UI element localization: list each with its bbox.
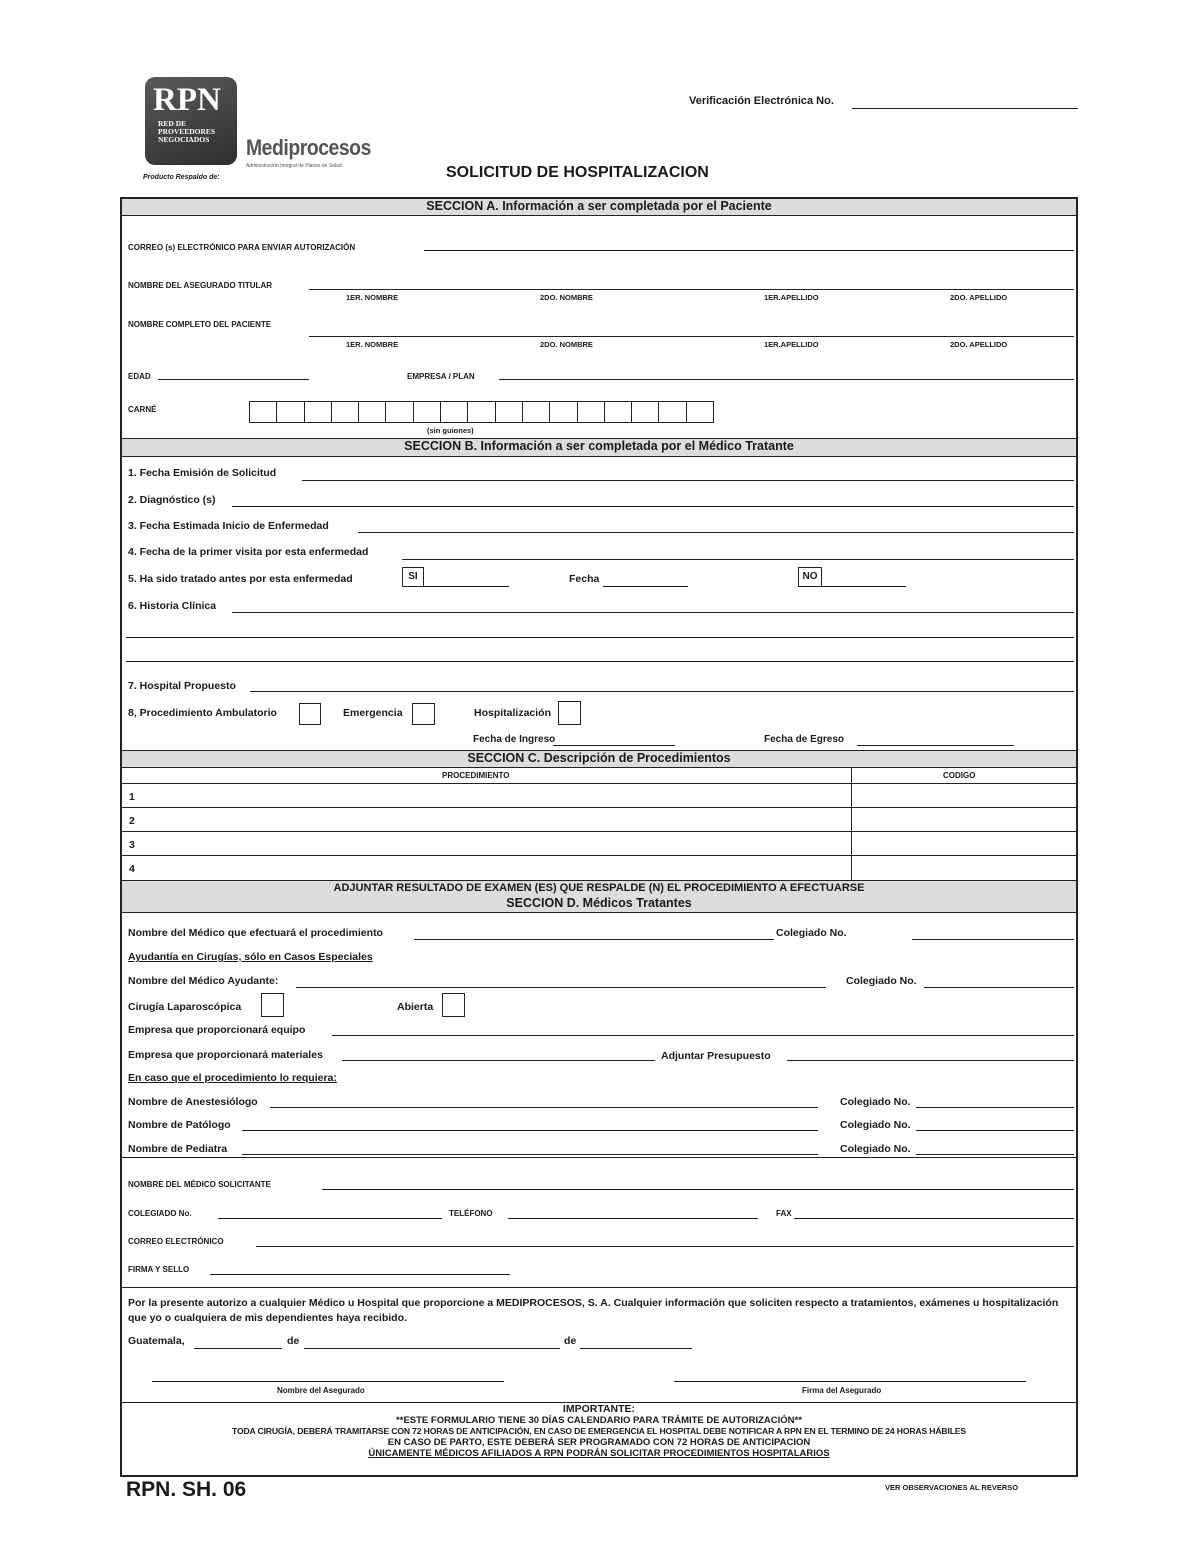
col-divider	[851, 768, 852, 881]
q5-yes-checkbox[interactable]	[402, 567, 424, 587]
patho-colegiado-label: Colegiado No.	[840, 1119, 911, 1131]
pedia-colegiado-label: Colegiado No.	[840, 1143, 911, 1155]
insured-part-4: 2DO. APELLIDO	[950, 293, 1008, 302]
year-input[interactable]	[580, 1348, 692, 1349]
anesth-label: Nombre de Anestesiólogo	[128, 1096, 258, 1108]
section-a-header	[122, 199, 1076, 216]
card-hint: (sin guiones)	[427, 426, 474, 435]
proc-row-2-line	[122, 831, 1076, 832]
proc-row-2[interactable]: 2	[129, 815, 135, 827]
important-title: IMPORTANTE:	[562, 1403, 636, 1415]
card-digit-box[interactable]	[658, 402, 685, 422]
section-c-title: SECCION C. Descripción de Procedimientos	[467, 751, 731, 765]
q6-input-2[interactable]	[126, 637, 1074, 638]
card-digit-box[interactable]	[577, 402, 604, 422]
req-fax-input[interactable]	[794, 1218, 1074, 1219]
rpn-logo-tagline: Producto Respaldo de:	[143, 174, 220, 181]
proc-row-3-line	[122, 855, 1076, 856]
q5-no-label: NO	[802, 571, 818, 582]
patient-part-4: 2DO. APELLIDO	[950, 340, 1008, 349]
q1-input[interactable]	[302, 480, 1074, 481]
insured-sign-line[interactable]	[674, 1381, 1026, 1382]
doctor-input[interactable]	[414, 939, 774, 940]
req-email-input[interactable]	[256, 1246, 1074, 1247]
req-colegiado-input[interactable]	[218, 1218, 442, 1219]
patient-input[interactable]	[309, 336, 1074, 337]
reverse-note: VER OBSERVACIONES AL REVERSO	[885, 1483, 1019, 1492]
important-block	[122, 1404, 1076, 1459]
insured-input[interactable]	[309, 289, 1074, 290]
mediprocesos-logo-tagline: Administración Integral de Planes de Salud	[246, 163, 342, 169]
assist-heading: Ayudantía en Cirugías, sólo en Casos Especiales	[128, 951, 373, 963]
col-procedure: PROCEDIMIENTO	[442, 771, 510, 780]
card-digit-box[interactable]	[304, 402, 331, 422]
ambulatory-checkbox[interactable]	[299, 703, 321, 725]
authorization-divider	[122, 1287, 1076, 1288]
city-label: Guatemala,	[128, 1335, 185, 1347]
req-phone-input[interactable]	[508, 1218, 758, 1219]
patient-part-2: 2DO. NOMBRE	[540, 340, 593, 349]
of1-label: de	[287, 1335, 300, 1347]
q6-input-1[interactable]	[232, 612, 1074, 613]
card-digit-box[interactable]	[358, 402, 385, 422]
insured-part-3: 1ER.APELLIDO	[764, 293, 819, 302]
email-label: CORREO (s) ELECTRÓNICO PARA ENVIAR AUTORIZACIÓN	[128, 243, 356, 252]
lap-checkbox[interactable]	[261, 993, 284, 1017]
hospitalization-checkbox[interactable]	[558, 701, 581, 725]
card-digit-box[interactable]	[522, 402, 549, 422]
card-digit-box[interactable]	[440, 402, 467, 422]
card-label: CARNÉ	[128, 405, 157, 414]
req-phone-label: TELÉFONO	[449, 1209, 493, 1218]
discharge-date-label: Fecha de Egreso	[764, 734, 845, 745]
q8-label: 8, Procedimiento Ambulatorio	[128, 707, 277, 719]
rpn-logo-title: RPN	[153, 82, 221, 118]
anesth-colegiado-input[interactable]	[916, 1107, 1074, 1108]
q1-label: 1. Fecha Emisión de Solicitud	[128, 467, 277, 479]
q7-label: 7. Hospital Propuesto	[128, 680, 236, 692]
proc-row-1-line	[122, 807, 1076, 808]
proc-row-1[interactable]: 1	[129, 791, 135, 803]
q5-no-line	[822, 586, 906, 587]
age-input[interactable]	[158, 379, 309, 380]
card-number-boxes[interactable]	[249, 401, 714, 423]
q5-yes-label: SI	[408, 571, 418, 582]
verification-label: Verificación Electrónica No.	[689, 95, 834, 107]
rpn-logo-line2: PROVEEDORES	[158, 127, 216, 136]
form-code: RPN. SH. 06	[126, 1478, 247, 1501]
q2-label: 2. Diagnóstico (s)	[128, 494, 216, 506]
authorization-text: Por la presente autorizo a cualquier Médico u Hospital que proporcione a MEDIPROCESOS, S. A. Cualquier información que soliciten respecto a tratamientos, exámenes u hospitalización que yo o cualquiera de mis dependientes haya recibido.	[128, 1297, 1059, 1324]
q4-input[interactable]	[402, 559, 1074, 560]
admission-date-input[interactable]	[553, 745, 675, 746]
month-input[interactable]	[304, 1348, 560, 1349]
section-d-header	[122, 896, 1076, 913]
q3-input[interactable]	[358, 532, 1074, 533]
section-d-title: SECCION D. Médicos Tratantes	[506, 896, 692, 910]
attach-note: ADJUNTAR RESULTADO DE EXAMEN (ES) QUE RESPALDE (N) EL PROCEDIMIENTO A EFECTUARSE	[333, 882, 865, 894]
q7-input[interactable]	[250, 691, 1074, 692]
q5-label: 5. Ha sido tratado antes por esta enfermedad	[128, 573, 353, 585]
card-digit-box[interactable]	[495, 402, 522, 422]
open-checkbox[interactable]	[442, 993, 465, 1017]
assistant-colegiado-input[interactable]	[924, 987, 1074, 988]
q4-label: 4. Fecha de la primer visita por esta enfermedad	[128, 546, 369, 558]
assistant-input[interactable]	[296, 987, 826, 988]
important-line2: TODA CIRUGÍA, DEBERÁ TRAMITARSE CON 72 HORAS DE ANTICIPACIÓN, EN CASO DE EMERGENCIA EL HOSPITAL DEBE NOTIFICAR A RPN EN EL TERMINO DE 24 HORAS HÁBILES	[232, 1426, 966, 1436]
insured-part-2: 2DO. NOMBRE	[540, 293, 593, 302]
req-sign-input[interactable]	[210, 1274, 510, 1275]
rpn-logo-line1: RED DE	[158, 119, 187, 128]
q5-yes-line	[424, 586, 509, 587]
card-digit-box[interactable]	[631, 402, 658, 422]
requesting-divider	[122, 1157, 1076, 1158]
pedia-colegiado-input[interactable]	[916, 1154, 1074, 1155]
anesth-colegiado-label: Colegiado No.	[840, 1096, 911, 1108]
age-label: EDAD	[128, 372, 151, 381]
important-line3: EN CASO DE PARTO, ESTE DEBERÁ SER PROGRAMADO CON 72 HORAS DE ANTICIPACION	[387, 1437, 811, 1448]
req-email-label: CORREO ELECTRÓNICO	[128, 1237, 224, 1246]
admission-date-label: Fecha de Ingreso	[473, 734, 556, 745]
equipment-input[interactable]	[332, 1035, 1074, 1036]
section-b-header	[122, 438, 1076, 457]
q5-no-checkbox[interactable]	[798, 567, 822, 587]
materials-label: Empresa que proporcionará materiales	[128, 1049, 323, 1061]
materials-input[interactable]	[342, 1060, 655, 1061]
section-c-header	[122, 750, 1076, 768]
doctor-label: Nombre del Médico que efectuará el procedimiento	[128, 927, 383, 939]
col-code: CODIGO	[943, 771, 976, 780]
proc-row-3[interactable]: 3	[129, 839, 135, 851]
doctor-colegiado-input[interactable]	[912, 939, 1074, 940]
insured-label: NOMBRE DEL ASEGURADO TITULAR	[128, 281, 272, 290]
email-input[interactable]	[424, 250, 1074, 251]
important-line1: **ESTE FORMULARIO TIENE 30 DÍAS CALENDARIO PARA TRÁMITE DE AUTORIZACIÓN**	[396, 1415, 802, 1426]
q3-label: 3. Fecha Estimada Inicio de Enfermedad	[128, 520, 329, 532]
company-input[interactable]	[499, 379, 1074, 380]
rpn-logo	[145, 77, 237, 165]
lap-label: Cirugía Laparoscópica	[128, 1001, 242, 1013]
req-doctor-input[interactable]	[322, 1189, 1074, 1190]
emergency-label: Emergencia	[343, 707, 403, 719]
doctor-colegiado-label: Colegiado No.	[776, 927, 847, 939]
budget-input[interactable]	[787, 1060, 1074, 1061]
assistant-label: Nombre del Médico Ayudante:	[128, 975, 279, 987]
insured-sign-label: Firma del Asegurado	[802, 1386, 882, 1395]
patient-label: NOMBRE COMPLETO DEL PACIENTE	[128, 320, 272, 329]
budget-label: Adjuntar Presupuesto	[661, 1050, 771, 1062]
card-digit-box[interactable]	[604, 402, 631, 422]
attach-note-bar	[122, 880, 1076, 897]
insured-name-label: Nombre del Asegurado	[277, 1386, 365, 1395]
req-sign-label: FIRMA Y SELLO	[128, 1265, 190, 1274]
important-line4-wrap	[122, 1448, 1076, 1459]
q5-date-label: Fecha	[569, 573, 600, 585]
q6-input-3[interactable]	[126, 661, 1074, 662]
card-digit-box[interactable]	[467, 402, 494, 422]
rpn-logo-line3: NEGOCIADOS	[158, 135, 210, 144]
card-digit-box[interactable]	[385, 402, 412, 422]
company-label: EMPRESA / PLAN	[407, 372, 475, 381]
proc-row-4[interactable]: 4	[129, 863, 135, 875]
card-digit-box[interactable]	[549, 402, 576, 422]
patho-label: Nombre de Patólogo	[128, 1119, 231, 1131]
emergency-checkbox[interactable]	[412, 703, 435, 725]
patient-part-1: 1ER. NOMBRE	[346, 340, 399, 349]
q2-input[interactable]	[232, 506, 1074, 507]
form-container	[120, 197, 1078, 1477]
req-doctor-label: NOMBRE DEL MÉDICO SOLICITANTE	[128, 1180, 271, 1189]
card-digit-box[interactable]	[686, 402, 713, 422]
of2-label: de	[564, 1335, 577, 1347]
insured-part-1: 1ER. NOMBRE	[346, 293, 399, 302]
insured-name-line[interactable]	[152, 1381, 504, 1382]
if-required-label: En caso que el procedimiento lo requiera:	[128, 1072, 337, 1084]
card-digit-box[interactable]	[276, 402, 303, 422]
card-digit-box[interactable]	[250, 402, 276, 422]
mediprocesos-logo-name: Mediprocesos	[246, 135, 371, 160]
hospitalization-label: Hospitalización	[474, 707, 552, 719]
assistant-colegiado-label: Colegiado No.	[846, 975, 917, 987]
open-label: Abierta	[397, 1001, 434, 1013]
card-digit-box[interactable]	[331, 402, 358, 422]
verification-input[interactable]	[852, 96, 1078, 109]
pedia-input[interactable]	[242, 1154, 818, 1155]
patho-colegiado-input[interactable]	[916, 1130, 1074, 1131]
equipment-label: Empresa que proporcionará equipo	[128, 1024, 306, 1036]
discharge-date-input[interactable]	[857, 745, 1014, 746]
important-line4: ÚNICAMENTE MÉDICOS AFILIADOS A RPN PODRÁN SOLICITAR PROCEDIMIENTOS HOSPITALARIOS	[368, 1448, 830, 1459]
day-input[interactable]	[194, 1348, 282, 1349]
card-digit-box[interactable]	[413, 402, 440, 422]
pedia-label: Nombre de Pediatra	[128, 1143, 228, 1155]
section-b-title: SECCION B. Información a ser completada por el Médico Tratante	[404, 439, 794, 453]
header-row-line	[122, 783, 1076, 784]
patho-input[interactable]	[242, 1130, 818, 1131]
q6-label: 6. Historia Clínica	[128, 600, 217, 612]
q5-date-input[interactable]	[603, 586, 688, 587]
anesth-input[interactable]	[270, 1107, 818, 1108]
req-fax-label: FAX	[776, 1209, 792, 1218]
req-colegiado-label: COLEGIADO No.	[128, 1209, 192, 1218]
mediprocesos-logo	[246, 136, 388, 169]
patient-part-3: 1ER.APELLIDO	[764, 340, 819, 349]
section-a-title: SECCION A. Información a ser completada por el Paciente	[426, 199, 772, 213]
page-title: SOLICITUD DE HOSPITALIZACION	[446, 164, 709, 181]
